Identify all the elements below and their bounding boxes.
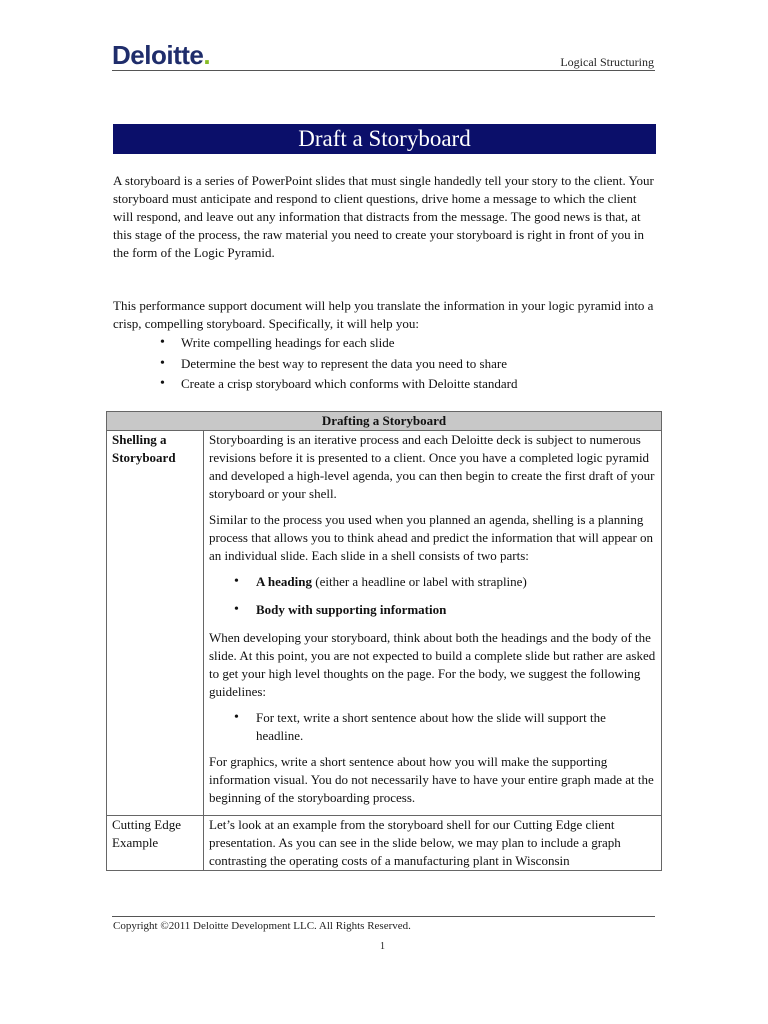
body-bold: Body with supporting information — [256, 602, 447, 617]
storyboard-table — [106, 411, 662, 871]
heading-bold: A heading — [256, 574, 312, 589]
shelling-paragraph-4: For graphics, write a short sentence about how you will make the supporting information visual. You do not necessarily have to have your entire graph made at the beginning of the storyboarding process. — [209, 754, 654, 805]
page-number: 1 — [380, 941, 385, 952]
intro-paragraph-1: A storyboard is a series of PowerPoint slides that must single handedly tell your story to the client. Your storyboard must anticipate and respond to client questions, drive home a message to which the client will respond, and leave out any information that distracts from the message. The good news is that, at this stage of the process, the raw material you need to create your storyboard is right in front of you in the form of the Logic Pyramid. — [113, 173, 654, 260]
intro-bullet: • Write compelling headings for each slide — [113, 333, 658, 354]
table-header: Drafting a Storyboard — [107, 412, 662, 431]
intro-bullet: • Create a crisp storyboard which conforms with Deloitte standard — [113, 374, 658, 395]
table-row — [107, 816, 662, 871]
header-divider — [112, 70, 655, 71]
shelling-part-heading — [209, 573, 656, 591]
shelling-part-body — [209, 601, 656, 619]
logo-text: Deloitte — [112, 40, 204, 70]
deloitte-logo — [112, 40, 210, 71]
row-label-shelling: Shelling a Storyboard — [107, 431, 204, 816]
copyright-notice: Copyright ©2011 Deloitte Development LLC. All Rights Reserved. — [113, 920, 411, 932]
cutting-edge-paragraph: Let’s look at an example from the storyboard shell for our Cutting Edge client presentation. As you can see in the slide below, we may plan to include a graph contrasting the operating costs of a manufacturing plant in Wisconsin — [209, 817, 621, 868]
shelling-paragraph-1: Storyboarding is an iterative process and each Deloitte deck is subject to numerous revisions before it is presented to a client. Once you have a completed logic pyramid and developed a high-level agenda, you can then begin to create the first draft of your storyboard or your shell. — [209, 432, 655, 501]
table-header-row — [107, 412, 662, 431]
intro-bullet: • Determine the best way to represent the data you need to share — [113, 354, 658, 375]
row-content-shelling — [204, 431, 662, 816]
row-content-cutting-edge — [204, 816, 662, 871]
row-label-cutting-edge: Cutting Edge Example — [107, 816, 204, 871]
intro-bullet-list — [113, 333, 658, 395]
shelling-parts-list — [209, 573, 656, 619]
section-title: Logical Structuring — [560, 55, 654, 69]
shelling-paragraph-3: When developing your storyboard, think about both the headings and the body of the slide. At this point, you are not expected to build a complete slide but rather are asked to get your high level thoughts on the page. For the body, we suggest the following guidelines: — [209, 630, 656, 699]
guidelines-list — [209, 709, 656, 745]
table-row — [107, 431, 662, 816]
heading-rest: (either a headline or label with strapline) — [312, 574, 527, 589]
footer-divider — [112, 916, 655, 917]
guideline-text: • For text, write a short sentence about how the slide will support the headline. — [209, 709, 656, 745]
shelling-paragraph-2: Similar to the process you used when you planned an agenda, shelling is a planning process that allows you to think ahead and predict the information that will appear on an individual slide. Each slide in a shell consists of two parts: — [209, 512, 654, 563]
page-title: Draft a Storyboard — [113, 124, 656, 154]
intro-paragraph-2: This performance support document will help you translate the information in your logic pyramid into a crisp, compelling storyboard. Specifically, it will help you: — [113, 298, 654, 331]
logo-dot: . — [203, 40, 211, 70]
